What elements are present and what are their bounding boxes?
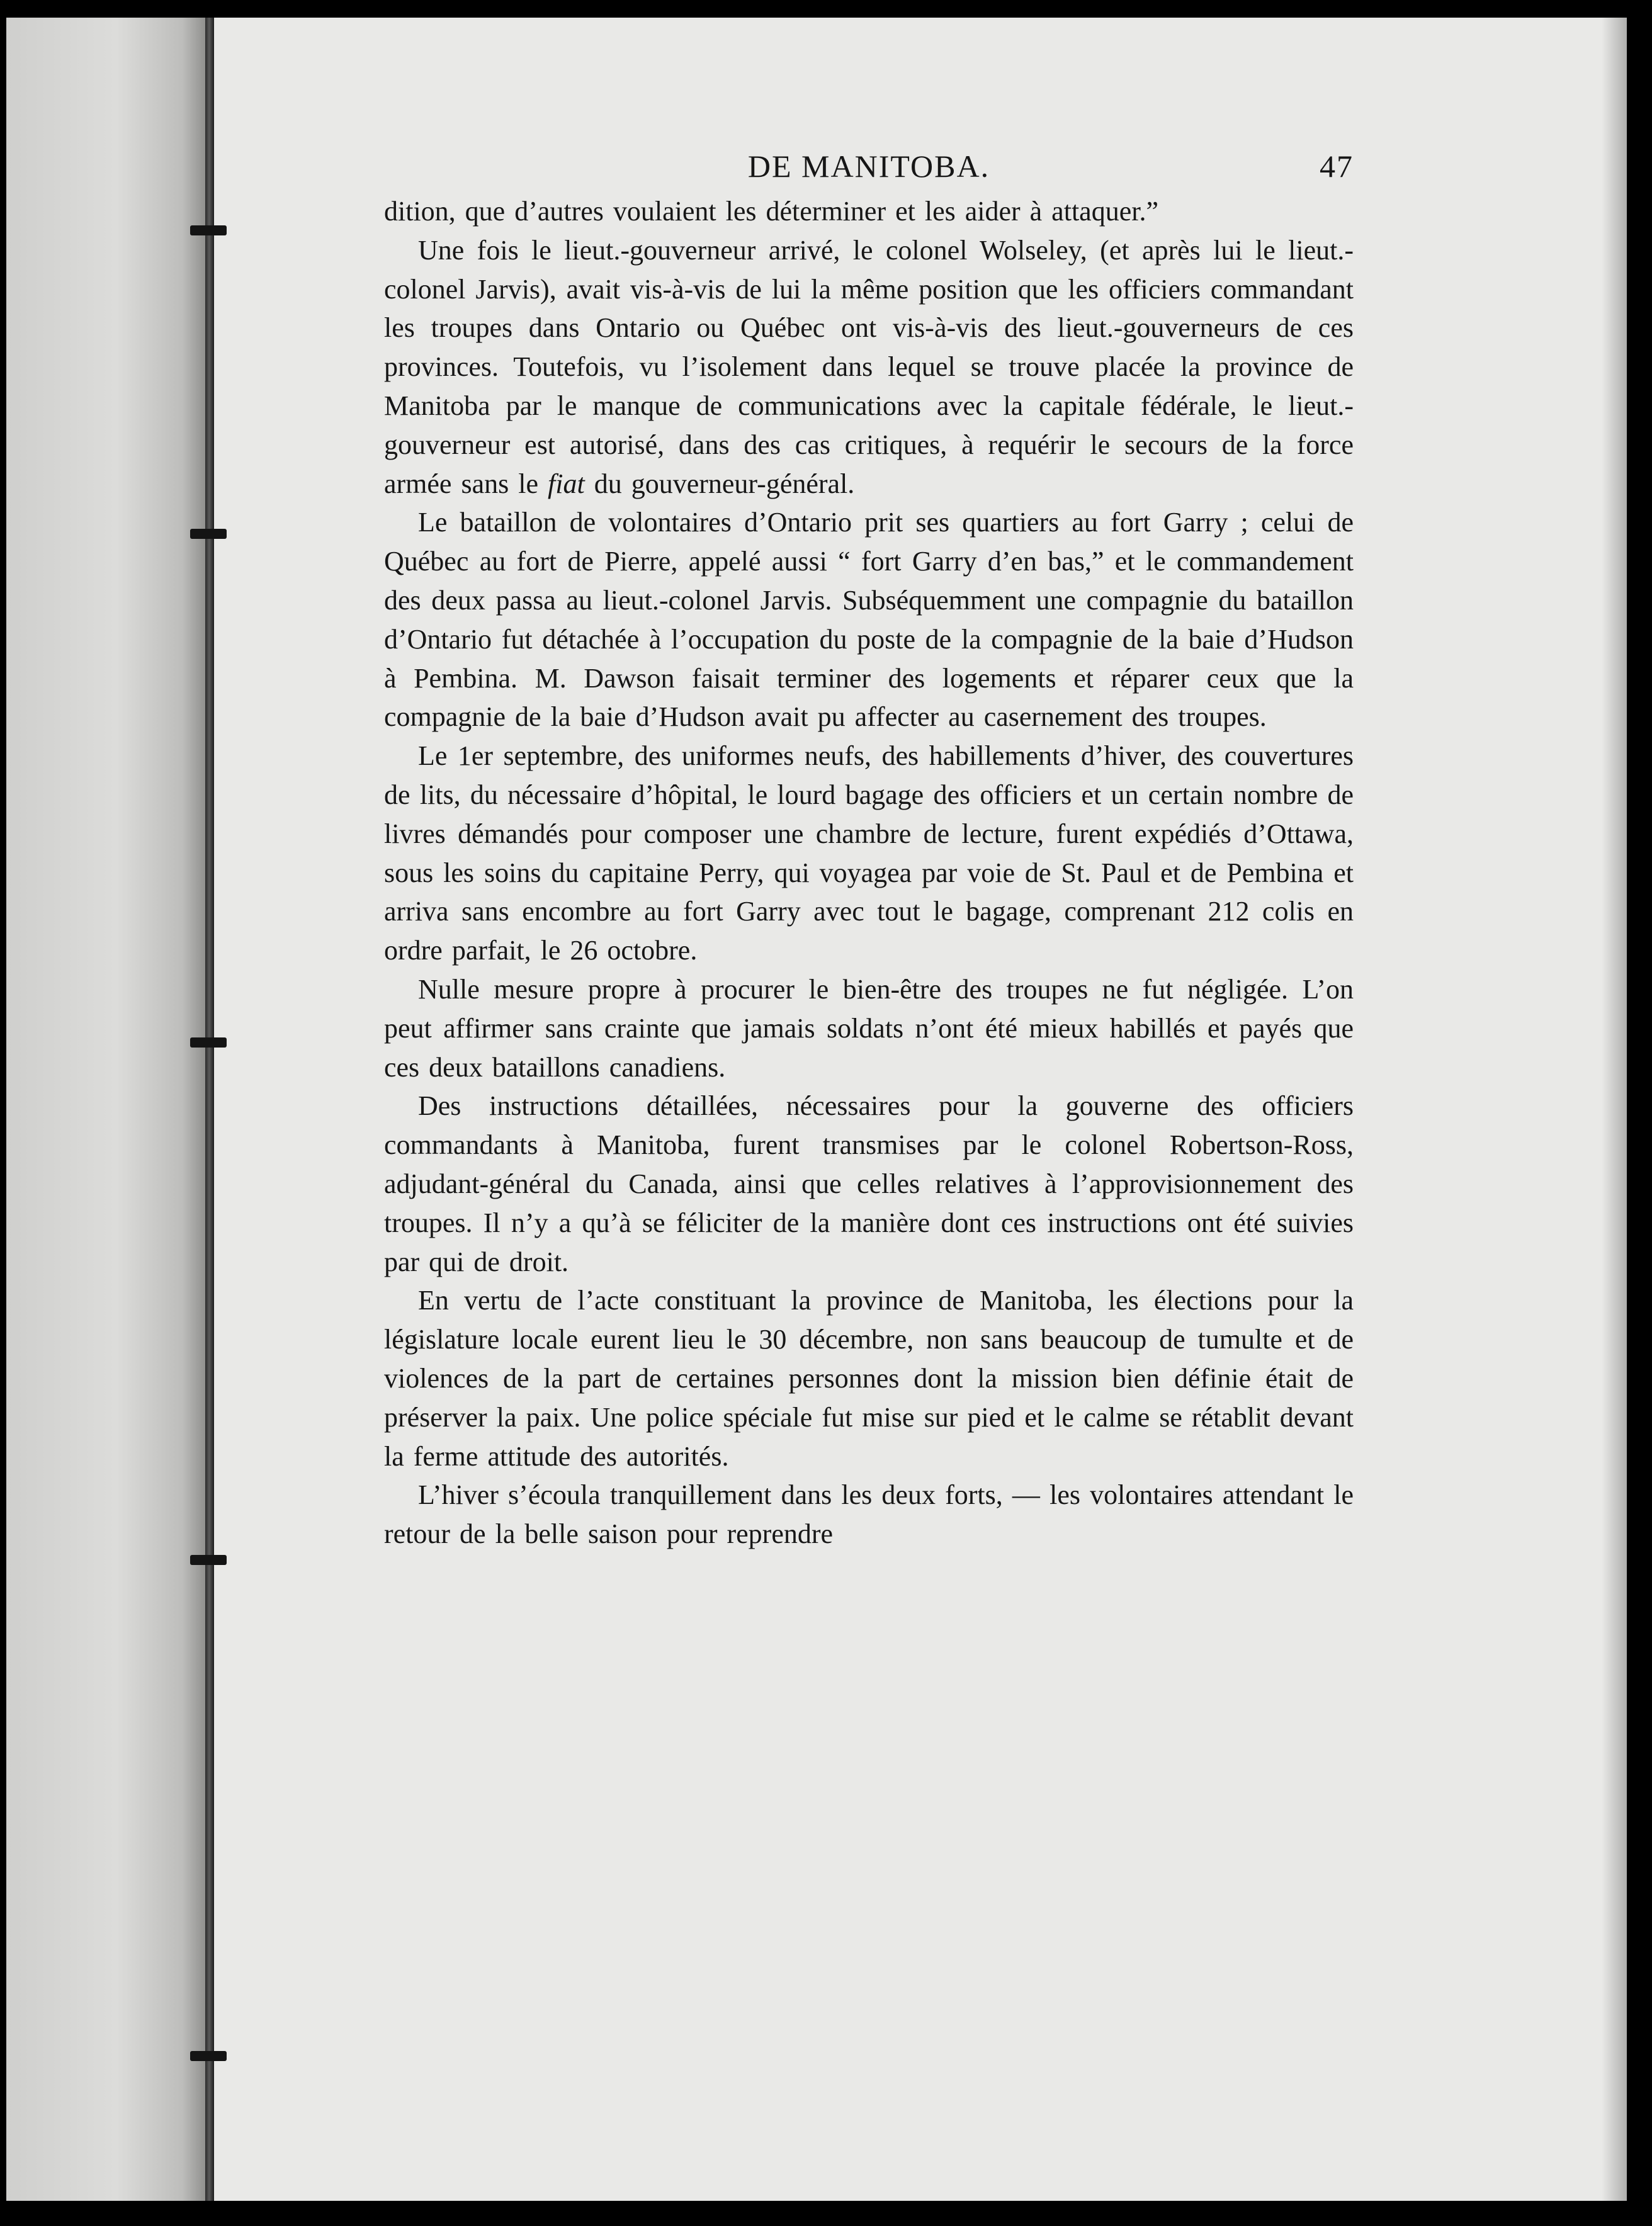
book-spine-gutter <box>205 18 214 2201</box>
text-run: Une fois le lieut.-gouverneur arrivé, le colonel Wolseley, (et après lui le lieut.-colonel Jarvis), avait vis-à-vis de lui la même position que les officiers commandant les troupes dans Ontario ou Québec ont vis-à-vis des lieut.-gouverneurs de ces provinces. Toutefois, vu l’isolement dans lequel se trouve placée la province de Manitoba par le manque de communications avec la capitale fédérale, le lieut.-gouverneur est autorisé, dans des cas critiques, à requérir le secours de la force armée sans le <box>384 234 1354 499</box>
text-run: Des instructions détaillées, nécessaires pour la gouverne des officiers commandants à Manitoba, furent transmises par le colonel Robertson-Ross, adjudant-général du Canada, ainsi que celles relatives à l’approvisionnement des troupes. Il n’y a qu’à se féliciter de la manière dont ces instructions ont été suivies par qui de droit. <box>384 1090 1354 1277</box>
italic-text: fiat <box>548 468 585 499</box>
page-number: 47 <box>1320 149 1354 184</box>
running-header <box>384 123 1354 192</box>
binding-stitch <box>190 1037 227 1048</box>
page-edge-shadow <box>1602 18 1627 2201</box>
paragraph <box>384 192 1354 231</box>
paragraph <box>384 737 1354 970</box>
binding-stitch <box>190 1555 227 1565</box>
paragraph <box>384 231 1354 504</box>
text-block <box>384 123 1354 1554</box>
paragraph <box>384 1281 1354 1476</box>
running-title: DE MANITOBA. <box>747 149 990 184</box>
paragraph <box>384 503 1354 737</box>
body-text <box>384 192 1354 1554</box>
text-run: dition, que d’autres voulaient les déterminer et les aider à attaquer.” <box>384 196 1158 227</box>
binding-stitch <box>190 529 227 539</box>
binding-stitch <box>190 225 227 235</box>
text-run: Nulle mesure propre à procurer le bien-être des troupes ne fut négligée. L’on peut affirmer sans crainte que jamais soldats n’ont été mieux habillés et payés que ces deux bataillons canadiens. <box>384 973 1354 1083</box>
text-run: Le 1er septembre, des uniformes neufs, des habillements d’hiver, des couvertures de lits, du nécessaire d’hôpital, le lourd bagage des officiers et un certain nombre de livres démandés pour composer une chambre de lecture, furent expédiés d’Ottawa, sous les soins du capitaine Perry, qui voyagea par voie de St. Paul et de Pembina et arriva sans encombre au fort Garry avec tout le bagage, comprenant 212 colis en ordre parfait, le 26 octobre. <box>384 740 1354 966</box>
text-run: En vertu de l’acte constituant la province de Manitoba, les élections pour la législature locale eurent lieu le 30 décembre, non sans beaucoup de tumulte et de violences de la part de certaines personnes dont la mission bien définie était de préserver la paix. Une police spéciale fut mise sur pied et le calme se rétablit devant la ferme attitude des autorités. <box>384 1285 1354 1472</box>
paragraph <box>384 1087 1354 1281</box>
text-run: L’hiver s’écoula tranquillement dans les deux forts, — les volontaires attendant le retour de la belle saison pour reprendre <box>384 1479 1354 1550</box>
text-run: du gouverneur-général. <box>584 468 855 499</box>
paragraph <box>384 1476 1354 1554</box>
facing-page-edge <box>6 18 206 2201</box>
paragraph <box>384 970 1354 1087</box>
text-run: Le bataillon de volontaires d’Ontario prit ses quartiers au fort Garry ; celui de Québec au fort de Pierre, appelé aussi “ fort Garry d’en bas,” et le commandement des deux passa au lieut.-colonel Jarvis. Subséquemment une compagnie du bataillon d’Ontario fut détachée à l’occupation du poste de la compagnie de la baie d’Hudson à Pembina. M. Dawson faisait terminer des logements et réparer ceux que la compagnie de la baie d’Hudson avait pu affecter au casernement des troupes. <box>384 507 1354 733</box>
binding-stitch <box>190 2051 227 2061</box>
